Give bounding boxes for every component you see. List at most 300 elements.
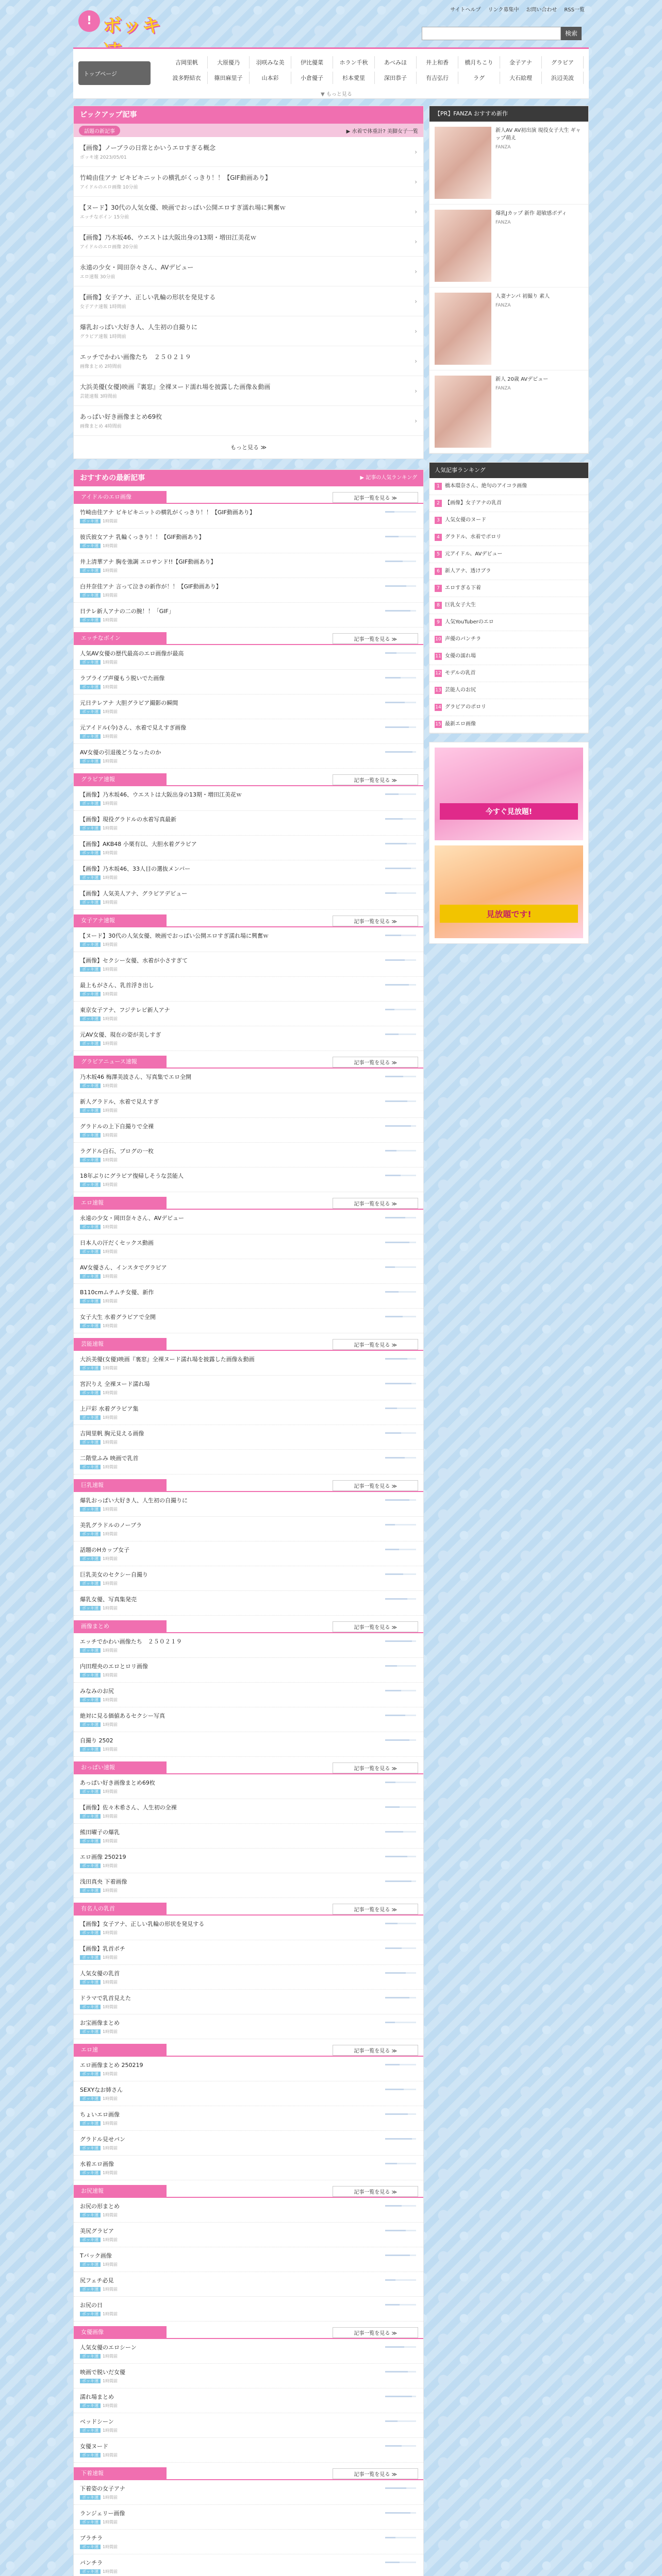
- article-row[interactable]: [74, 1026, 423, 1051]
- article-title: 下着姿の女子アナ: [80, 2485, 125, 2492]
- article-title: 【画像】人気美人アナ、グラビアデビュー: [80, 890, 188, 897]
- article-row[interactable]: [74, 1284, 423, 1309]
- latest-subtitle[interactable]: ▶ 記事の人気ランキング: [360, 475, 417, 481]
- article-title: 二階堂ふみ 映画で乳首: [80, 1455, 139, 1462]
- ranking-item[interactable]: [429, 478, 588, 495]
- nav-item[interactable]: ホラン千秋: [333, 56, 375, 69]
- ad-item[interactable]: [429, 205, 588, 287]
- article-row[interactable]: [74, 1799, 423, 1824]
- nav-item[interactable]: 大原優乃: [208, 56, 250, 69]
- category-head: [74, 1197, 423, 1210]
- ad-thumbnail[interactable]: [435, 210, 491, 282]
- ranking-item[interactable]: [429, 699, 588, 716]
- article-source: ボッキ速: [80, 568, 101, 573]
- ad-item[interactable]: [429, 370, 588, 453]
- category-label[interactable]: 巨乳速報: [74, 1479, 167, 1492]
- nav-item[interactable]: 篠田麻里子: [208, 72, 250, 84]
- category-label[interactable]: アイドルのエロ画像: [74, 491, 167, 503]
- ad-banner[interactable]: [435, 845, 583, 938]
- article-row[interactable]: [74, 1167, 423, 1192]
- article-title: 新人グラドル、水着で見えすぎ: [80, 1098, 159, 1105]
- category-more-link[interactable]: 記事一覧を見る ≫: [333, 1198, 418, 1209]
- article-row[interactable]: [74, 1658, 423, 1683]
- category-more-link[interactable]: 記事一覧を見る ≫: [333, 2468, 418, 2479]
- nav-item[interactable]: 金子アナ: [500, 56, 542, 69]
- top-link[interactable]: リンク募集中: [488, 7, 519, 13]
- article-title: ドラマで乳首見えた: [80, 1995, 131, 2002]
- ranking-item[interactable]: [429, 614, 588, 631]
- article-meta: [80, 1930, 417, 1936]
- article-row[interactable]: [74, 2388, 423, 2413]
- article-row[interactable]: [74, 1849, 423, 1873]
- popularity-bar: [385, 2163, 416, 2164]
- article-row[interactable]: [74, 885, 423, 910]
- banner-panel: [429, 742, 589, 944]
- article-row[interactable]: [74, 860, 423, 885]
- ranking-item[interactable]: [429, 682, 588, 699]
- article-time: 1時間前: [103, 2287, 118, 2292]
- nav-item[interactable]: ラグ: [458, 72, 500, 84]
- category-head: [74, 915, 423, 927]
- chevron-right-icon: ›: [415, 357, 417, 365]
- popularity-bar: [385, 2396, 416, 2397]
- article-row[interactable]: [74, 1351, 423, 1376]
- latest-title-text: おすすめの最新記事: [80, 474, 145, 482]
- ranking-number: 12: [435, 671, 441, 676]
- article-time: 1時間前: [103, 734, 118, 739]
- popularity-bar: [385, 1316, 416, 1317]
- article-row[interactable]: [74, 1824, 423, 1849]
- popularity-bar: [385, 1972, 416, 1974]
- article-source: ボッキ速: [80, 1863, 101, 1868]
- article-row[interactable]: [74, 2156, 423, 2180]
- article-title: 美尻グラビア: [80, 2228, 114, 2234]
- article-title: お尻の形まとめ: [80, 2203, 120, 2210]
- category-more-link[interactable]: 記事一覧を見る ≫: [333, 1057, 418, 1067]
- ranking-title: 巨乳女子大生: [445, 602, 476, 608]
- pickup-row[interactable]: [74, 257, 423, 286]
- nav-item[interactable]: 小倉優子: [291, 72, 333, 84]
- nav-item[interactable]: 伊比優菜: [291, 56, 333, 69]
- article-source: ボッキ速: [80, 685, 101, 689]
- category-label[interactable]: 画像まとめ: [74, 1620, 167, 1633]
- article-title: 【画像】セクシー女優、水着が小さすぎて: [80, 957, 188, 964]
- article-time: 1時間前: [103, 851, 118, 855]
- nav-item[interactable]: 羽咲みな美: [250, 56, 291, 69]
- pickup-row-body: [80, 263, 193, 280]
- article-time: 1時間前: [103, 1980, 118, 1985]
- article-title: 内田理央のエロとロリ画像: [80, 1663, 148, 1670]
- article-title: 話題のHカップ女子: [80, 1547, 130, 1553]
- category-label[interactable]: 芸能速報: [74, 1338, 167, 1350]
- article-source: ボッキ速: [80, 2495, 101, 2500]
- article-source: ボッキ速: [80, 1440, 101, 1445]
- nav-item[interactable]: 吉岡里帆: [166, 56, 208, 69]
- popularity-bar: [385, 585, 416, 587]
- ad-item[interactable]: [429, 287, 588, 370]
- category-block: [74, 915, 423, 1051]
- category-more-link[interactable]: 記事一覧を見る ≫: [333, 1904, 418, 1914]
- article-row[interactable]: [74, 1450, 423, 1475]
- article-row[interactable]: [74, 2014, 423, 2039]
- ranking-title: 人気YouTuberのエロ: [445, 619, 494, 625]
- pickup-more-button[interactable]: もっと見る ≫: [230, 444, 267, 451]
- article-source: ボッキ速: [80, 1274, 101, 1279]
- search-button[interactable]: 検索: [561, 27, 582, 40]
- pickup-row[interactable]: [74, 316, 423, 346]
- article-row[interactable]: [74, 1566, 423, 1591]
- article-source: ボッキ速: [80, 1225, 101, 1229]
- article-time: 1時間前: [103, 2005, 118, 2009]
- site-logo[interactable]: [78, 5, 176, 41]
- article-source: ボッキ速: [80, 1747, 101, 1752]
- article-source: ボッキ速: [80, 2287, 101, 2292]
- article-source: ボッキ速: [80, 2171, 101, 2175]
- category-label[interactable]: エッチなボイン: [74, 632, 167, 645]
- article-time: 1時間前: [103, 875, 118, 880]
- article-meta: [80, 2029, 417, 2035]
- article-title: 美乳グラドルのノーブラ: [80, 1522, 142, 1529]
- article-row[interactable]: [74, 1965, 423, 1990]
- article-row[interactable]: [74, 744, 423, 769]
- article-time: 1時間前: [103, 1888, 118, 1893]
- article-title: 熊田曜子の爆乳: [80, 1829, 120, 1836]
- ad-source: FANZA: [495, 145, 511, 150]
- category-more-link[interactable]: 記事一覧を見る ≫: [333, 2327, 418, 2338]
- popularity-bar: [385, 1782, 416, 1783]
- article-row[interactable]: [74, 927, 423, 952]
- article-row[interactable]: [74, 2554, 423, 2576]
- category-more-link[interactable]: 記事一覧を見る ≫: [333, 916, 418, 926]
- pickup-row-body: [80, 203, 286, 220]
- article-time: 1時間前: [103, 2312, 118, 2316]
- ad-title: 新人 20歳 AVデビュー: [495, 377, 549, 382]
- category-label[interactable]: グラビア速報: [74, 773, 167, 786]
- article-row[interactable]: [74, 1234, 423, 1259]
- article-row[interactable]: [74, 2223, 423, 2247]
- ranking-item[interactable]: [429, 529, 588, 546]
- pickup-tab[interactable]: 話題の新記事: [79, 126, 120, 135]
- article-row[interactable]: [74, 1002, 423, 1026]
- category-label[interactable]: 有名人の乳首: [74, 1903, 167, 1915]
- article-row[interactable]: [74, 553, 423, 578]
- pickup-tabbar: [74, 124, 423, 137]
- ad-thumbnail[interactable]: [435, 293, 491, 365]
- article-row[interactable]: [74, 2198, 423, 2223]
- article-meta: [80, 1464, 417, 1470]
- popularity-bar: [385, 1408, 416, 1409]
- pickup-row-title: 【ヌード】30代の人気女優、映画でおっぱい公開エロすぎ濡れ場に興奮ｗ: [80, 204, 286, 211]
- pickup-row[interactable]: [74, 197, 423, 227]
- article-row[interactable]: [74, 2505, 423, 2530]
- nav-item[interactable]: 波多野結衣: [166, 72, 208, 84]
- ranking-item[interactable]: [429, 580, 588, 597]
- article-row[interactable]: [74, 2364, 423, 2388]
- category-more-link[interactable]: 記事一覧を見る ≫: [333, 1339, 418, 1350]
- article-source: ボッキ速: [80, 1016, 101, 1021]
- article-row[interactable]: [74, 2106, 423, 2131]
- pickup-row[interactable]: [74, 227, 423, 257]
- article-meta: [80, 1415, 417, 1420]
- article-row[interactable]: [74, 694, 423, 719]
- popularity-bar: [385, 1266, 416, 1268]
- ranking-item[interactable]: [429, 648, 588, 665]
- article-title: 尻フェチ必見: [80, 2277, 114, 2284]
- top-link[interactable]: RSS一覧: [564, 7, 585, 13]
- ad-thumbnail[interactable]: [435, 127, 491, 199]
- category-label[interactable]: グラビアニュース速報: [74, 1056, 167, 1068]
- popularity-bar: [385, 2562, 416, 2563]
- ranking-item[interactable]: [429, 495, 588, 512]
- article-row[interactable]: [74, 2438, 423, 2463]
- popularity-bar: [385, 702, 416, 703]
- category-block: [74, 2044, 423, 2180]
- article-row[interactable]: [74, 977, 423, 1002]
- ranking-item[interactable]: [429, 665, 588, 682]
- article-row[interactable]: [74, 1774, 423, 1799]
- pickup-row-meta: グラビア速報 1時間前: [80, 334, 126, 340]
- article-meta: [80, 1888, 417, 1893]
- category-more-link[interactable]: 記事一覧を見る ≫: [333, 633, 418, 644]
- category-list: [74, 492, 423, 2576]
- nav-item[interactable]: 橋月ちこり: [458, 56, 500, 69]
- article-title: 日テレ新人アナの二の腕！！「GIF」: [80, 608, 174, 615]
- ad-text: [495, 210, 567, 282]
- article-meta: [80, 900, 417, 905]
- ranking-item[interactable]: [429, 512, 588, 529]
- article-row[interactable]: [74, 1259, 423, 1284]
- article-source: ボッキ速: [80, 2545, 101, 2549]
- article-meta: [80, 1506, 417, 1512]
- ranking-item[interactable]: [429, 546, 588, 563]
- article-row[interactable]: [74, 1425, 423, 1450]
- article-time: 1時間前: [103, 1133, 118, 1138]
- category-label[interactable]: 女優画像: [74, 2326, 167, 2338]
- pickup-row[interactable]: [74, 406, 423, 436]
- nav-more-button[interactable]: ▼ もっと見る: [321, 92, 352, 97]
- article-time: 1時間前: [103, 1366, 118, 1370]
- category-more-link[interactable]: 記事一覧を見る ≫: [333, 1762, 418, 1773]
- category-more-link[interactable]: 記事一覧を見る ≫: [333, 1480, 418, 1491]
- category-label[interactable]: エロ速報: [74, 1197, 167, 1209]
- article-title: 映画で脱いだ女優: [80, 2369, 125, 2376]
- article-time: 1時間前: [103, 2379, 118, 2383]
- article-row[interactable]: [74, 1940, 423, 1965]
- article-source: ボッキ速: [80, 2005, 101, 2009]
- article-time: 1時間前: [103, 1581, 118, 1586]
- popularity-bar: [385, 751, 416, 753]
- article-row[interactable]: [74, 1069, 423, 1093]
- article-row[interactable]: [74, 836, 423, 860]
- article-row[interactable]: [74, 1400, 423, 1425]
- article-title: 18年ぶりにグラビア復帰しそうな芸能人: [80, 1173, 184, 1179]
- article-row[interactable]: [74, 1683, 423, 1707]
- ranking-item[interactable]: [429, 631, 588, 648]
- ranking-list: [429, 478, 588, 733]
- article-time: 1時間前: [103, 2171, 118, 2175]
- article-time: 1時間前: [103, 2121, 118, 2126]
- ranking-number: 3: [435, 517, 442, 524]
- main-column: [73, 106, 424, 2576]
- top-link[interactable]: サイトヘルプ: [450, 7, 481, 13]
- article-meta: [80, 1323, 417, 1329]
- article-row[interactable]: [74, 1492, 423, 1517]
- category-label[interactable]: 女子アナ速報: [74, 914, 167, 927]
- article-source: ボッキ速: [80, 2146, 101, 2150]
- article-row[interactable]: [74, 1309, 423, 1333]
- nav-item[interactable]: 大石絵理: [500, 72, 542, 84]
- article-row[interactable]: [74, 504, 423, 529]
- article-row[interactable]: [74, 578, 423, 603]
- pickup-row[interactable]: [74, 376, 423, 406]
- ranking-number: 9: [435, 619, 442, 626]
- ad-item[interactable]: [429, 122, 588, 205]
- article-row[interactable]: [74, 1732, 423, 1757]
- article-time: 1時間前: [103, 1440, 118, 1445]
- article-meta: [80, 1016, 417, 1022]
- article-row[interactable]: [74, 529, 423, 553]
- pickup-row[interactable]: [74, 346, 423, 376]
- article-row[interactable]: [74, 1873, 423, 1898]
- article-source: ボッキ速: [80, 2238, 101, 2242]
- category-more-link[interactable]: 記事一覧を見る ≫: [333, 492, 418, 503]
- article-row[interactable]: [74, 2480, 423, 2505]
- pickup-row[interactable]: [74, 167, 423, 197]
- article-row[interactable]: [74, 2247, 423, 2272]
- chevron-right-icon: ›: [415, 267, 417, 275]
- article-row[interactable]: [74, 2339, 423, 2364]
- article-row[interactable]: [74, 2081, 423, 2106]
- ad-banner[interactable]: [435, 748, 583, 840]
- article-row[interactable]: [74, 2297, 423, 2321]
- article-source: ボッキ速: [80, 709, 101, 714]
- ranking-item[interactable]: [429, 716, 588, 733]
- article-row[interactable]: [74, 1707, 423, 1732]
- category-label[interactable]: おっぱい速報: [74, 1761, 167, 1774]
- nav-item[interactable]: グラビア: [542, 56, 584, 69]
- ranking-item[interactable]: [429, 597, 588, 614]
- nav-item[interactable]: 有吉弘行: [417, 72, 458, 84]
- popularity-bar: [385, 1549, 416, 1550]
- category-head: [74, 1621, 423, 1633]
- article-meta: [80, 1249, 417, 1255]
- category-head: [74, 774, 423, 786]
- pickup-row-title: 【画像】女子アナ、正しい乳輪の形状を発見する: [80, 294, 216, 301]
- article-row[interactable]: [74, 645, 423, 670]
- article-row[interactable]: [74, 1143, 423, 1167]
- category-head: [74, 2185, 423, 2198]
- article-row[interactable]: [74, 670, 423, 694]
- article-source: ボッキ速: [80, 801, 101, 806]
- article-row[interactable]: [74, 1093, 423, 1118]
- category-more-link[interactable]: 記事一覧を見る ≫: [333, 774, 418, 785]
- article-time: 1時間前: [103, 1299, 118, 1303]
- article-title: 吉岡里帆 胸元見える画像: [80, 1430, 144, 1437]
- category-block: [74, 1762, 423, 1898]
- article-time: 1時間前: [103, 2428, 118, 2433]
- article-row[interactable]: [74, 952, 423, 977]
- article-title: 永遠の少女・岡田奈々さん、AVデビュー: [80, 1215, 185, 1222]
- article-time: 1時間前: [103, 2354, 118, 2359]
- article-row[interactable]: [74, 786, 423, 811]
- nav-item[interactable]: あべみほ: [375, 56, 417, 69]
- article-source: ボッキ速: [80, 2029, 101, 2034]
- ranking-item[interactable]: [429, 563, 588, 580]
- article-row[interactable]: [74, 1118, 423, 1143]
- article-row[interactable]: [74, 1916, 423, 1940]
- article-title: Tバック画像: [80, 2252, 112, 2259]
- category-more-link[interactable]: 記事一覧を見る ≫: [333, 2186, 418, 2197]
- article-row[interactable]: [74, 1210, 423, 1234]
- category-label[interactable]: エロ速: [74, 2044, 167, 2056]
- popularity-bar: [385, 2205, 416, 2207]
- article-row[interactable]: [74, 2413, 423, 2438]
- article-title: あっぱい好き画像まとめ69枚: [80, 1780, 155, 1786]
- article-meta: [80, 2311, 417, 2317]
- category-block: [74, 492, 423, 628]
- article-row[interactable]: [74, 1591, 423, 1616]
- article-source: ボッキ速: [80, 1839, 101, 1843]
- top-link[interactable]: お問い合わせ: [526, 7, 557, 13]
- nav-home-button[interactable]: トップページ: [78, 61, 151, 85]
- article-row[interactable]: [74, 2131, 423, 2156]
- article-meta: [80, 2071, 417, 2077]
- pickup-row-title: エッチでかわい画像たち ２５０２１９: [80, 353, 191, 361]
- article-title: 【画像】乃木坂46、ウエストは大阪出身の13期・増田江美花ｗ: [80, 791, 242, 798]
- article-row[interactable]: [74, 719, 423, 744]
- article-row[interactable]: [74, 2272, 423, 2297]
- popularity-bar: [385, 2064, 416, 2065]
- article-row[interactable]: [74, 1376, 423, 1400]
- pickup-row-body: [80, 382, 270, 399]
- ad-thumbnail[interactable]: [435, 376, 491, 448]
- article-meta: [80, 2004, 417, 2010]
- ranking-title: 人気女優のヌード: [445, 517, 486, 523]
- article-meta: [80, 1747, 417, 1752]
- article-row[interactable]: [74, 2057, 423, 2081]
- pickup-row[interactable]: [74, 137, 423, 167]
- article-row[interactable]: [74, 1517, 423, 1541]
- article-row[interactable]: [74, 1541, 423, 1566]
- nav-item[interactable]: 浜辺美波: [542, 72, 584, 84]
- nav-item[interactable]: 山本彩: [250, 72, 291, 84]
- category-head: [74, 1480, 423, 1492]
- article-meta: [80, 1722, 417, 1727]
- pickup-tab-right[interactable]: ▶ 水着で体重計? 美脚女子一覧: [346, 128, 418, 134]
- search-input[interactable]: [422, 27, 561, 40]
- pickup-row-meta: アイドルのエロ画像 20分前: [80, 245, 138, 250]
- article-row[interactable]: [74, 603, 423, 628]
- article-row[interactable]: [74, 2530, 423, 2554]
- article-row[interactable]: [74, 1633, 423, 1658]
- article-row[interactable]: [74, 1990, 423, 2014]
- article-time: 1時間前: [103, 1606, 118, 1611]
- article-title: 【画像】女子アナ、正しい乳輪の形状を発見する: [80, 1921, 205, 1927]
- pickup-row-meta: 女子アナ速報 1時間前: [80, 304, 126, 310]
- nav-item[interactable]: 杉本愛里: [333, 72, 375, 84]
- article-source: ボッキ速: [80, 1673, 101, 1677]
- category-label[interactable]: お尻速報: [74, 2185, 167, 2197]
- article-title: エロ画像まとめ 250219: [80, 2062, 143, 2069]
- category-label[interactable]: 下着速報: [74, 2467, 167, 2480]
- nav-grid: [166, 56, 584, 84]
- nav-item[interactable]: 井上和香: [417, 56, 458, 69]
- nav-item[interactable]: 深田恭子: [375, 72, 417, 84]
- category-more-link[interactable]: 記事一覧を見る ≫: [333, 1621, 418, 1632]
- category-more-link[interactable]: 記事一覧を見る ≫: [333, 2045, 418, 2056]
- pickup-row[interactable]: [74, 286, 423, 316]
- article-row[interactable]: [74, 811, 423, 836]
